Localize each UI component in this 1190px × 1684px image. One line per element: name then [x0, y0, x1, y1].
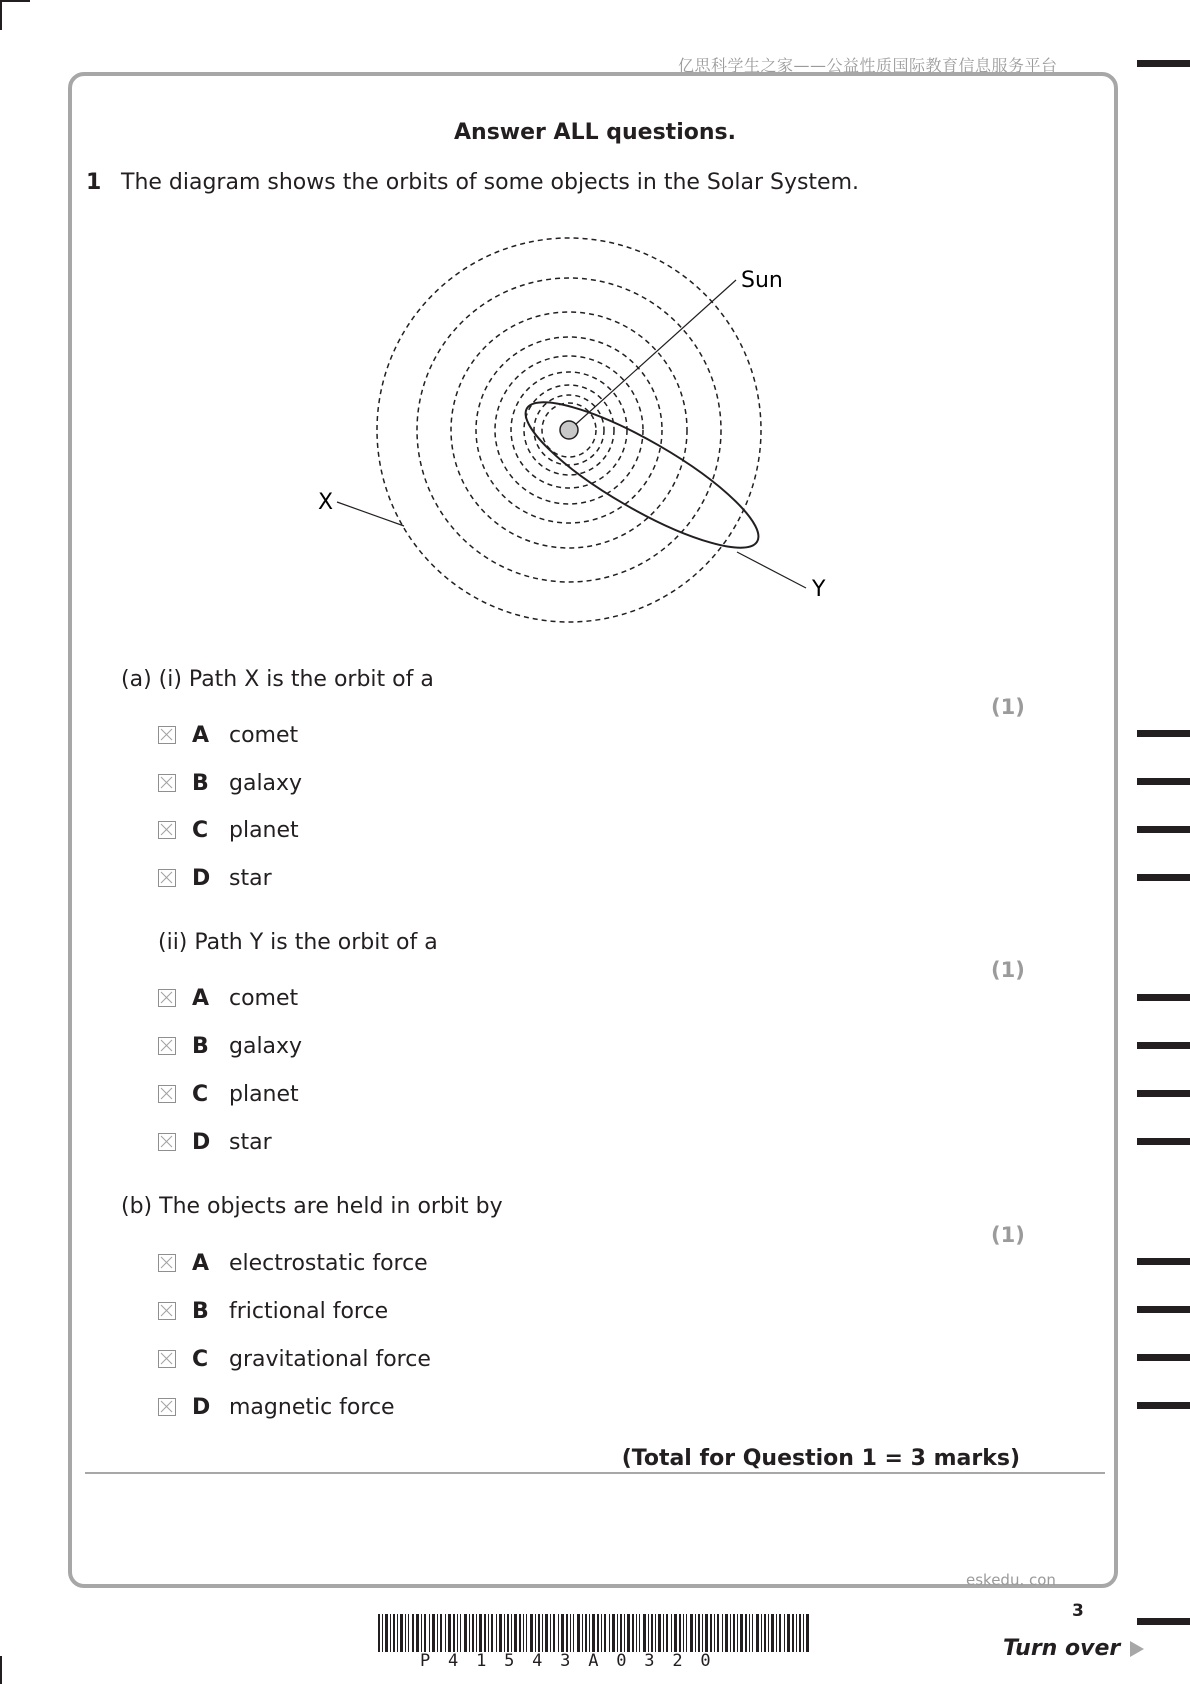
option-text: star	[229, 1129, 272, 1155]
crop-mark	[0, 1656, 2, 1684]
option-text: galaxy	[229, 1033, 303, 1059]
option-text: frictional force	[229, 1298, 389, 1324]
side-mark	[1137, 874, 1190, 881]
instructions-heading: Answer ALL questions.	[454, 120, 736, 145]
option-letter: C	[192, 817, 209, 843]
side-mark	[1137, 1354, 1190, 1361]
option-b-D[interactable]	[158, 1394, 395, 1420]
cross-icon	[159, 822, 174, 837]
side-mark	[1137, 60, 1190, 67]
header-watermark: 亿思科学生之家——公益性质国际教育信息服务平台	[678, 56, 1058, 75]
option-letter: C	[192, 1346, 209, 1372]
label-x: X	[318, 490, 334, 515]
option-a-ii-A[interactable]	[158, 985, 298, 1011]
option-text: electrostatic force	[229, 1250, 428, 1276]
answer-checkbox[interactable]	[158, 1302, 176, 1320]
question-stem: The diagram shows the orbits of some objects in the Solar System.	[121, 170, 860, 195]
answer-checkbox[interactable]	[158, 1398, 176, 1416]
option-letter: B	[192, 770, 209, 796]
option-text: magnetic force	[229, 1394, 395, 1420]
option-a-i-B[interactable]	[158, 770, 302, 796]
sun-circle	[560, 421, 578, 439]
answer-checkbox[interactable]	[158, 774, 176, 792]
cross-icon	[159, 990, 174, 1005]
comet-orbit-y	[510, 379, 774, 571]
answer-checkbox[interactable]	[158, 1085, 176, 1103]
cross-icon	[159, 1351, 174, 1366]
option-letter: C	[192, 1081, 209, 1107]
part-a-i-label: (a) (i) Path X is the orbit of a	[121, 667, 434, 692]
option-text: galaxy	[229, 770, 303, 796]
cross-icon	[159, 1038, 174, 1053]
answer-checkbox[interactable]	[158, 1133, 176, 1151]
side-mark	[1137, 826, 1190, 833]
cross-icon	[159, 727, 174, 742]
option-text: star	[229, 865, 272, 891]
turn-over	[1003, 1636, 1144, 1661]
orbit-diagram	[300, 220, 840, 630]
option-a-i-C[interactable]	[158, 817, 299, 843]
part-b-label: (b) The objects are held in orbit by	[121, 1194, 503, 1219]
cross-icon	[159, 1399, 174, 1414]
side-mark	[1137, 1042, 1190, 1049]
answer-checkbox[interactable]	[158, 989, 176, 1007]
answer-checkbox[interactable]	[158, 821, 176, 839]
option-b-C[interactable]	[158, 1346, 431, 1372]
part-b-marks: (1)	[991, 1223, 1025, 1247]
crop-mark	[0, 0, 2, 30]
side-mark	[1137, 1618, 1190, 1625]
option-letter: D	[192, 1394, 211, 1420]
side-mark	[1137, 778, 1190, 785]
option-a-ii-B[interactable]	[158, 1033, 302, 1059]
option-a-i-D[interactable]	[158, 865, 272, 891]
option-letter: A	[192, 722, 210, 748]
x-label-line	[337, 502, 404, 526]
page-number: 3	[1072, 1601, 1084, 1621]
sun-label-line	[576, 280, 736, 424]
option-text: comet	[229, 985, 299, 1011]
option-a-ii-D[interactable]	[158, 1129, 272, 1155]
option-text: gravitational force	[229, 1346, 431, 1372]
option-text: comet	[229, 722, 299, 748]
option-letter: A	[192, 1250, 210, 1276]
answer-checkbox[interactable]	[158, 869, 176, 887]
option-a-ii-C[interactable]	[158, 1081, 299, 1107]
option-b-A[interactable]	[158, 1250, 428, 1276]
divider	[85, 1472, 1105, 1474]
answer-checkbox[interactable]	[158, 1254, 176, 1272]
barcode	[378, 1614, 810, 1654]
option-letter: B	[192, 1033, 209, 1059]
cross-icon	[159, 1303, 174, 1318]
option-letter: D	[192, 1129, 211, 1155]
option-letter: A	[192, 985, 210, 1011]
question-total: (Total for Question 1 = 3 marks)	[621, 1446, 1020, 1471]
turn-over-label: Turn over	[1003, 1636, 1121, 1661]
barcode-text: P41543A0320	[420, 1651, 729, 1671]
option-letter: B	[192, 1298, 209, 1324]
label-sun: Sun	[741, 268, 783, 293]
answer-checkbox[interactable]	[158, 1350, 176, 1368]
question-number: 1	[86, 170, 102, 195]
part-a-i-marks: (1)	[991, 695, 1025, 719]
part-a-ii-marks: (1)	[991, 958, 1025, 982]
crop-mark	[0, 0, 30, 2]
cross-icon	[159, 1086, 174, 1101]
part-a-ii-label: (ii) Path Y is the orbit of a	[158, 930, 438, 955]
answer-checkbox[interactable]	[158, 726, 176, 744]
cross-icon	[159, 1134, 174, 1149]
cross-icon	[159, 870, 174, 885]
option-letter: D	[192, 865, 211, 891]
side-mark	[1137, 1090, 1190, 1097]
label-y: Y	[812, 577, 826, 602]
side-mark	[1137, 1258, 1190, 1265]
side-mark	[1137, 1306, 1190, 1313]
option-text: planet	[229, 817, 299, 843]
option-text: planet	[229, 1081, 299, 1107]
cross-icon	[159, 775, 174, 790]
y-label-line	[737, 552, 806, 588]
answer-checkbox[interactable]	[158, 1037, 176, 1055]
option-a-i-A[interactable]	[158, 722, 298, 748]
side-mark	[1137, 994, 1190, 1001]
side-mark	[1137, 730, 1190, 737]
triangle-right-icon	[1130, 1641, 1144, 1657]
cross-icon	[159, 1255, 174, 1270]
side-mark	[1137, 1138, 1190, 1145]
side-mark	[1137, 1402, 1190, 1409]
option-b-B[interactable]	[158, 1298, 388, 1324]
footer-watermark: eskedu. con	[966, 1571, 1056, 1589]
